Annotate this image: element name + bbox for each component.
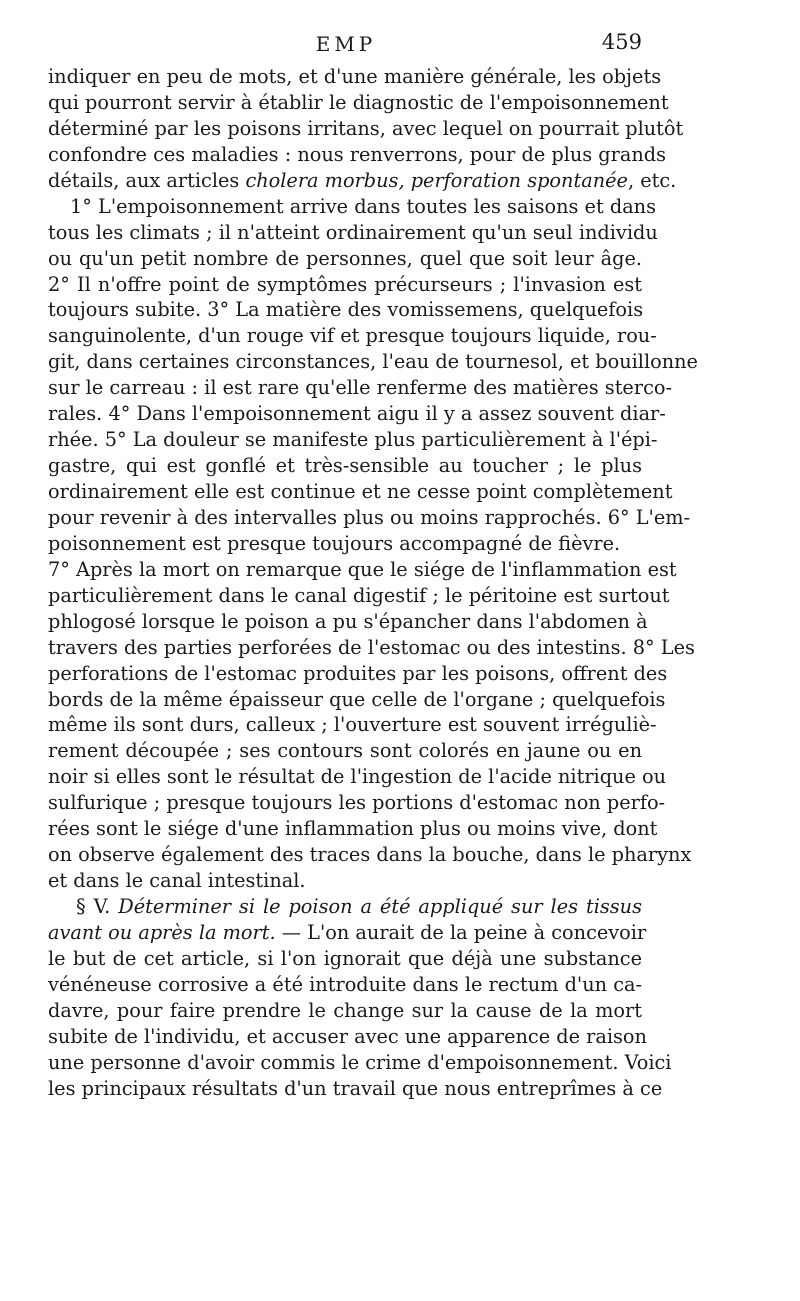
text-line: 2° Il n'offre point de symptômes précurseurs ; l'invasion est <box>48 272 642 296</box>
text-line: indiquer en peu de mots, et d'une manière générale, les objets <box>48 65 662 88</box>
text-line: ou qu'un petit nombre de personnes, quel que soit leur âge. <box>48 246 642 270</box>
text-line: rées sont le siége d'une inflammation plus ou moins vive, dont <box>48 817 658 841</box>
section-title-continued: avant ou après la mort. <box>48 920 276 944</box>
text-line: 1° L'empoisonnement arrive dans toutes les saisons et dans <box>70 194 656 218</box>
text-line: vénéneuse corrosive a été introduite dans le rectum d'un ca- <box>48 972 642 996</box>
text-line: phlogosé lorsque le poison a pu s'épancher dans l'abdomen à <box>48 609 648 633</box>
text-line: pour revenir à des intervalles plus ou moins rapprochés. 6° L'em- <box>48 505 691 529</box>
text-line: qui pourront servir à établir le diagnostic de l'empoisonnement <box>48 90 669 114</box>
text-line: sanguinolente, d'un rouge vif et presque toujours liquide, rou- <box>48 324 657 348</box>
text-line: déterminé par les poisons irritans, avec lequel on pourrait plutôt <box>48 116 684 140</box>
text-line: le but de cet article, si l'on ignorait que déjà une substance <box>48 946 642 970</box>
text-line: particulièrement dans le canal digestif ; le péritoine est surtout <box>48 583 670 607</box>
reference-suffix: , etc. <box>627 168 677 192</box>
text-line: perforations de l'estomac produites par les poisons, offrent des <box>48 661 668 685</box>
page-number: 459 <box>601 30 642 54</box>
text-line: confondre ces maladies : nous renverrons, pour de plus grands <box>48 142 667 166</box>
text-line: sulfurique ; presque toujours les portions d'estomac non perfo- <box>48 791 666 815</box>
text-line: sur le carreau : il est rare qu'elle renferme des matières sterco- <box>48 376 672 400</box>
text-line: rement découpée ; ses contours sont colorés en jaune ou en <box>48 739 642 763</box>
page-header <box>50 28 642 62</box>
section-text: — L'on aurait de la peine à concevoir <box>275 920 647 944</box>
text-line: on observe également des traces dans la bouche, dans le pharynx <box>48 843 692 867</box>
text-line: et dans le canal intestinal. <box>48 869 306 893</box>
section-heading <box>48 894 642 920</box>
section-heading-continued <box>48 920 647 946</box>
text-line-italic-reference <box>48 168 677 194</box>
text-line: ordinairement elle est continue et ne cesse point complètement <box>48 480 673 503</box>
body-text <box>48 64 698 1102</box>
text-line: noir si elles sont le résultat de l'ingestion de l'acide nitrique ou <box>48 765 667 789</box>
section-mark: § V. <box>76 895 119 918</box>
text-line: git, dans certaines circonstances, l'eau de tournesol, et bouillonne <box>48 350 698 374</box>
section-title: Déterminer si le poison a été appliqué sur les tissus <box>118 895 642 918</box>
text-line: toujours subite. 3° La matière des vomissemens, quelquefois <box>48 298 644 322</box>
reference-prefix: détails, aux articles <box>48 168 246 192</box>
reference-italic: cholera morbus, perforation spontanée <box>245 168 628 192</box>
text-line: travers des parties perforées de l'estomac ou des intestins. 8° Les <box>48 635 695 659</box>
text-line: rhée. 5° La douleur se manifeste plus particulièrement à l'épi- <box>48 428 658 452</box>
text-line: une personne d'avoir commis le crime d'empoisonnement. Voici <box>48 1050 672 1074</box>
text-line: gastre, qui est gonflé et très-sensible au toucher ; le plus <box>48 454 642 478</box>
text-line: même ils sont durs, calleux ; l'ouverture est souvent irréguliè- <box>48 713 657 737</box>
running-head: EMP <box>315 32 377 56</box>
text-line: tous les climats ; il n'atteint ordinairement qu'un seul individu <box>48 220 658 244</box>
text-line: bords de la même épaisseur que celle de l'organe ; quelquefois <box>48 687 666 711</box>
text-line: rales. 4° Dans l'empoisonnement aigu il y a assez souvent diar- <box>48 402 666 426</box>
text-line: les principaux résultats d'un travail que nous entreprîmes à ce <box>48 1076 663 1100</box>
text-line: poisonnement est presque toujours accompagné de fièvre. <box>48 531 621 555</box>
text-line: davre, pour faire prendre le change sur la cause de la mort <box>48 998 642 1022</box>
text-line: subite de l'individu, et accuser avec une apparence de raison <box>48 1024 647 1048</box>
text-line: 7° Après la mort on remarque que le siége de l'inflammation est <box>48 557 677 581</box>
